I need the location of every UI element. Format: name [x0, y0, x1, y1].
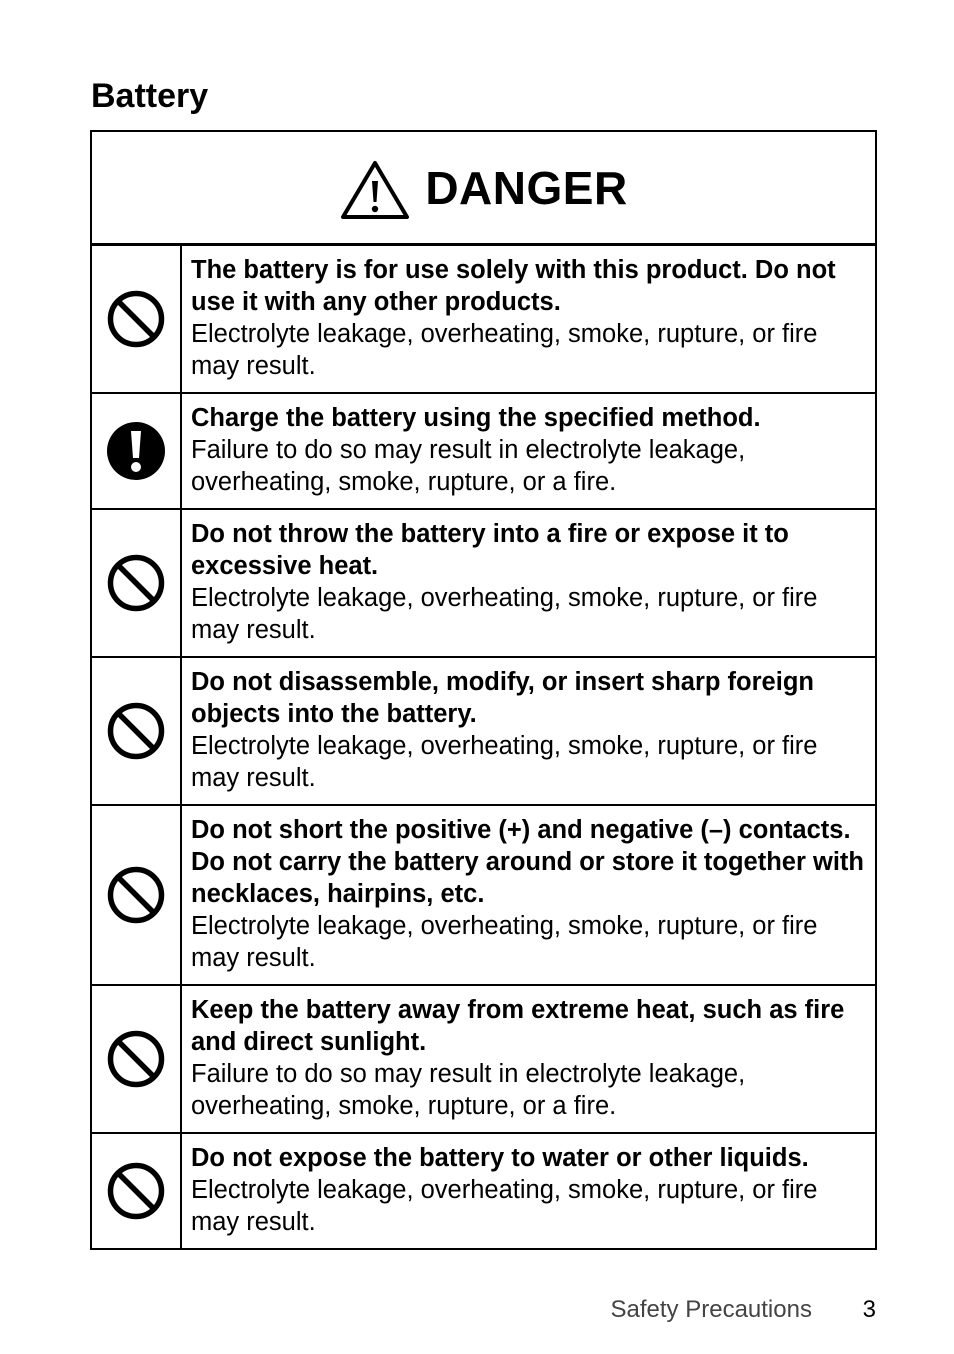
warning-consequence: Failure to do so may result in electrolyte leakage, overheating, smoke, rupture, or a fire. [191, 436, 746, 496]
warning-row [92, 508, 875, 656]
warning-row [92, 984, 875, 1132]
warning-row [92, 246, 875, 392]
warning-instruction: Do not throw the battery into a fire or expose it to excessive heat. [191, 520, 789, 580]
danger-label: DANGER [425, 161, 628, 214]
page-footer [611, 1294, 876, 1326]
prohibition-icon [92, 1134, 182, 1248]
warning-instruction: Keep the battery away from extreme heat, such as fire and direct sunlight. [191, 996, 845, 1056]
warning-text [182, 806, 875, 984]
warning-consequence: Failure to do so may result in electrolyte leakage, overheating, smoke, rupture, or a fire. [191, 1060, 746, 1120]
warning-consequence: Electrolyte leakage, overheating, smoke, rupture, or fire may result. [191, 732, 818, 792]
warning-text [182, 986, 875, 1132]
warning-text [182, 658, 875, 804]
warning-row [92, 804, 875, 984]
prohibition-icon [92, 246, 182, 392]
warning-consequence: Electrolyte leakage, overheating, smoke, rupture, or fire may result. [191, 320, 818, 380]
page-number: 3 [862, 1296, 876, 1323]
section-title: Battery [91, 77, 209, 115]
mandatory-exclamation-icon [92, 394, 182, 508]
warning-row [92, 1132, 875, 1248]
warning-text [182, 1134, 875, 1248]
danger-header [92, 132, 875, 246]
warning-text [182, 246, 875, 392]
warning-row [92, 656, 875, 804]
warning-consequence: Electrolyte leakage, overheating, smoke, rupture, or fire may result. [191, 912, 818, 972]
prohibition-icon [92, 658, 182, 804]
warning-text [182, 510, 875, 656]
prohibition-icon [92, 986, 182, 1132]
warning-row [92, 392, 875, 508]
danger-table [90, 130, 877, 1250]
prohibition-icon [92, 510, 182, 656]
prohibition-icon [92, 806, 182, 984]
warning-consequence: Electrolyte leakage, overheating, smoke, rupture, or fire may result. [191, 584, 818, 644]
warning-instruction: Do not short the positive (+) and negative (–) contacts. Do not carry the battery around or store it together with necklaces, hairpins, etc. [191, 816, 864, 908]
warning-triangle-icon [339, 159, 411, 221]
warning-instruction: Charge the battery using the specified method. [191, 404, 761, 432]
warning-instruction: Do not expose the battery to water or other liquids. [191, 1144, 809, 1172]
warning-consequence: Electrolyte leakage, overheating, smoke, rupture, or fire may result. [191, 1176, 818, 1236]
warning-instruction: The battery is for use solely with this product. Do not use it with any other products. [191, 256, 836, 316]
warning-instruction: Do not disassemble, modify, or insert sharp foreign objects into the battery. [191, 668, 814, 728]
footer-section-name: Safety Precautions [610, 1296, 812, 1323]
warning-text [182, 394, 875, 508]
